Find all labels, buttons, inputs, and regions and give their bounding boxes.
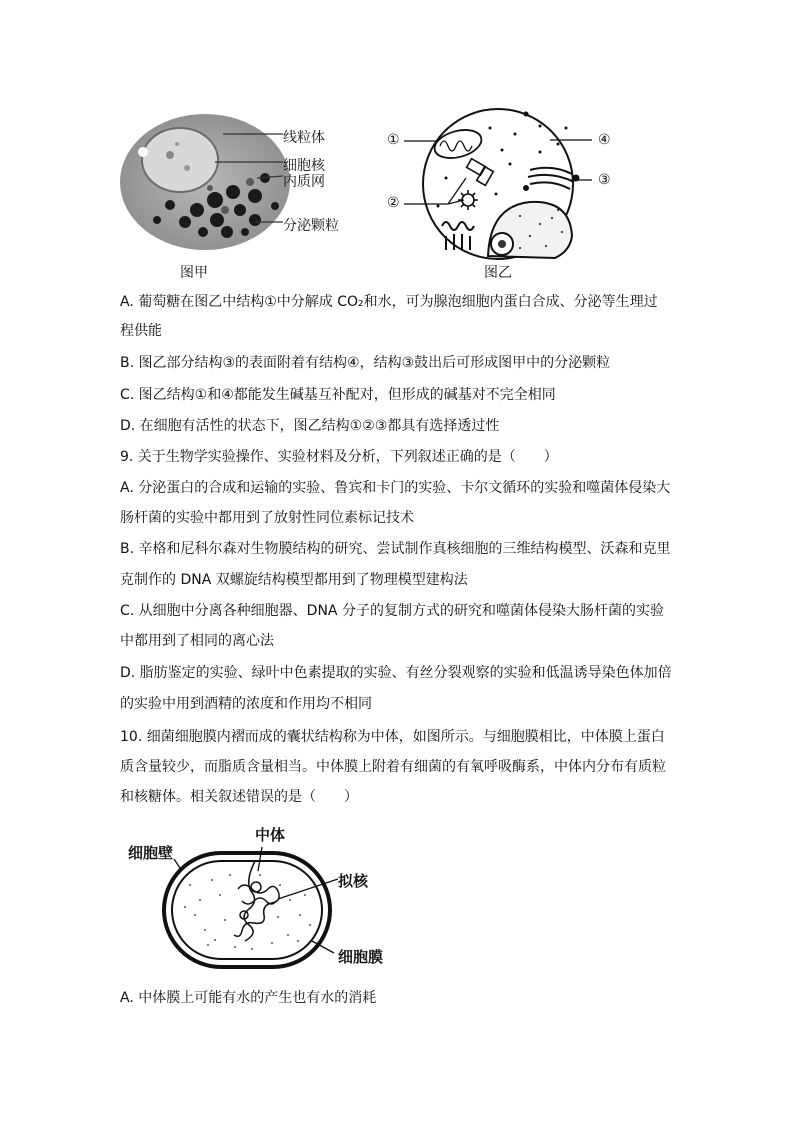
q9-option-b-line2: 克制作的 DNA 双螺旋结构模型都用到了物理模型建构法 [120,572,468,588]
figure-jia [115,110,365,260]
marker-3: ③ [598,172,611,188]
q9-stem: 9. 关于生物学实验操作、实验材料及分析，下列叙述正确的是（ ） [120,449,558,465]
q10-stem-line1: 10. 细菌细胞膜内褶而成的囊状结构称为中体，如图所示。与细胞膜相比，中体膜上蛋白 [120,729,665,745]
label-granules: 分泌颗粒 [283,218,339,234]
caption-jia: 图甲 [180,265,208,281]
marker-4: ④ [598,132,611,148]
q9-option-c-line1: C. 从细胞中分离各种细胞器、DNA 分子的复制方式的研究和噬菌体侵染大肠杆菌的实验 [120,603,664,619]
q9-option-a-line2: 肠杆菌的实验中都用到了放射性同位素标记技术 [120,510,414,526]
nucleus [142,128,218,192]
marker-2: ② [387,195,400,211]
label-mitochondria: 线粒体 [283,130,325,146]
q9-option-d-line1: D. 脂肪鉴定的实验、绿叶中色素提取的实验、有丝分裂观察的实验和低温诱导染色体加倍 [120,665,672,681]
q8-option-a-line1: A. 葡萄糖在图乙中结构①中分解成 CO₂和水，可为腺泡细胞内蛋白合成、分泌等生理过 [120,294,658,310]
label-xibaomo: 细胞膜 [338,948,384,966]
marker-1: ① [387,132,400,148]
q8-option-a-line2: 程供能 [120,323,162,339]
label-xibaobi: 细胞壁 [128,844,174,862]
figure-yi [380,106,620,266]
q10-option-a: A. 中体膜上可能有水的产生也有水的消耗 [120,990,377,1006]
q8-option-b: B. 图乙部分结构③的表面附着有结构④，结构③鼓出后可形成图甲中的分泌颗粒 [120,355,611,371]
q9-option-b-line1: B. 辛格和尼科尔森对生物膜结构的研究、尝试制作真核细胞的三维结构模型、沃森和克里 [120,541,671,557]
q8-option-c: C. 图乙结构①和④都能发生碱基互补配对，但形成的碱基对不完全相同 [120,387,556,403]
q10-stem-line2: 质含量较少，而脂质含量相当。中体膜上附着有细菌的有氧呼吸酶系，中体内分布有质粒 [120,759,666,775]
q9-option-a-line1: A. 分泌蛋白的合成和运输的实验、鲁宾和卡门的实验、卡尔文循环的实验和噬菌体侵染大 [120,480,671,496]
q9-option-d-line2: 的实验中用到酒精的浓度和作用均不相同 [120,696,372,712]
q8-option-d: D. 在细胞有活性的状态下，图乙结构①②③都具有选择透过性 [120,418,500,434]
label-zhongti: 中体 [255,826,286,844]
label-nihe: 拟核 [338,872,369,890]
figure-bacterium [160,845,350,975]
q10-stem-line3: 和核糖体。相关叙述错误的是（ ） [120,789,358,805]
caption-yi: 图乙 [484,265,512,281]
label-er: 内质网 [283,174,325,190]
label-nucleus: 细胞核 [283,158,325,174]
q9-option-c-line2: 中都用到了相同的离心法 [120,633,274,649]
